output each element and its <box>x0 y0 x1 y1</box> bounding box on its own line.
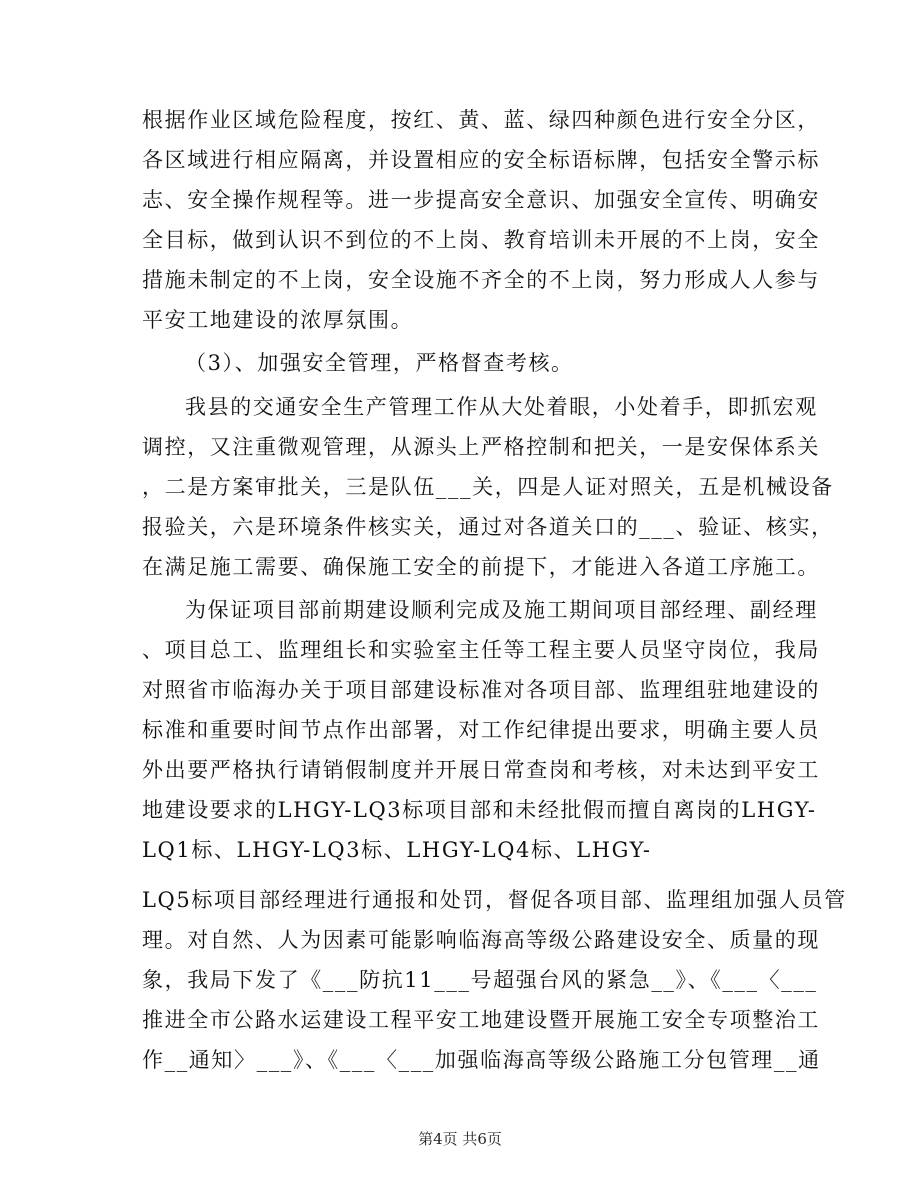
text-line: LQ5标项目部经理进行通报和处罚，督促各项目部、监理组加强人员管 <box>142 888 847 912</box>
text-line: 对照省市临海办关于项目部建设标准对各项目部、监理组驻地建设的 <box>142 678 820 702</box>
text-line: 外出要严格执行请销假制度并开展日常查岗和考核，对未达到平安工 <box>142 758 820 782</box>
paragraph-start-line: 为保证项目部前期建设顺利完成及施工期间项目部经理、副经理 <box>185 598 818 622</box>
text-line: 象，我局下发了《___防抗11___号超强台风的紧急__》、《___〈___ <box>142 968 818 992</box>
text-line: 地建设要求的LHGY-LQ3标项目部和未经批假而擅自离岗的LHGY- <box>142 798 817 822</box>
text-line: 在满足施工需要、确保施工安全的前提下，才能进入各道工序施工。 <box>142 555 820 579</box>
text-line: 理。对自然、人为因素可能影响临海高等级公路建设安全、质量的现 <box>142 928 820 952</box>
text-line: 平安工地建设的浓厚氛围。 <box>142 308 414 332</box>
text-line: 调控，又注重微观管理，从源头上严格控制和把关，一是安保体系关 <box>142 435 820 459</box>
paragraph-start-line: 我县的交通安全生产管理工作从大处着眼，小处着手，即抓宏观 <box>185 395 818 419</box>
text-line: 志、安全操作规程等。进一步提高安全意识、加强安全宣传、明确安 <box>142 188 820 212</box>
text-line: 、项目总工、监理组长和实验室主任等工程主要人员坚守岗位，我局 <box>142 638 820 662</box>
text-line: 各区域进行相应隔离，并设置相应的安全标语标牌，包括安全警示标 <box>142 148 820 172</box>
text-line: LQ1标、LHGY-LQ3标、LHGY-LQ4标、LHGY- <box>142 838 652 862</box>
text-line: 标准和重要时间节点作出部署，对工作纪律提出要求，明确主要人员 <box>142 718 820 742</box>
text-line: 根据作业区域危险程度，按红、黄、蓝、绿四种颜色进行安全分区， <box>142 108 820 132</box>
section-heading: （3）、加强安全管理，严格督查考核。 <box>185 351 574 375</box>
text-line: ，二是方案审批关，三是队伍___关，四是人证对照关，五是机械设备 <box>142 475 834 499</box>
text-line: 作__通知〉___》、《___〈___加强临海高等级公路施工分包管理__通 <box>142 1048 821 1072</box>
text-line: 全目标，做到认识不到位的不上岗、教育培训未开展的不上岗，安全 <box>142 228 820 252</box>
page-number-footer: 第4页 共6页 <box>418 1130 502 1148</box>
text-line: 推进全市公路水运建设工程平安工地建设暨开展施工安全专项整治工 <box>142 1008 820 1032</box>
text-line: 报验关，六是环境条件核实关，通过对各道关口的___、验证、核实， <box>142 515 834 539</box>
text-line: 措施未制定的不上岗，安全设施不齐全的不上岗，努力形成人人参与 <box>142 268 820 292</box>
